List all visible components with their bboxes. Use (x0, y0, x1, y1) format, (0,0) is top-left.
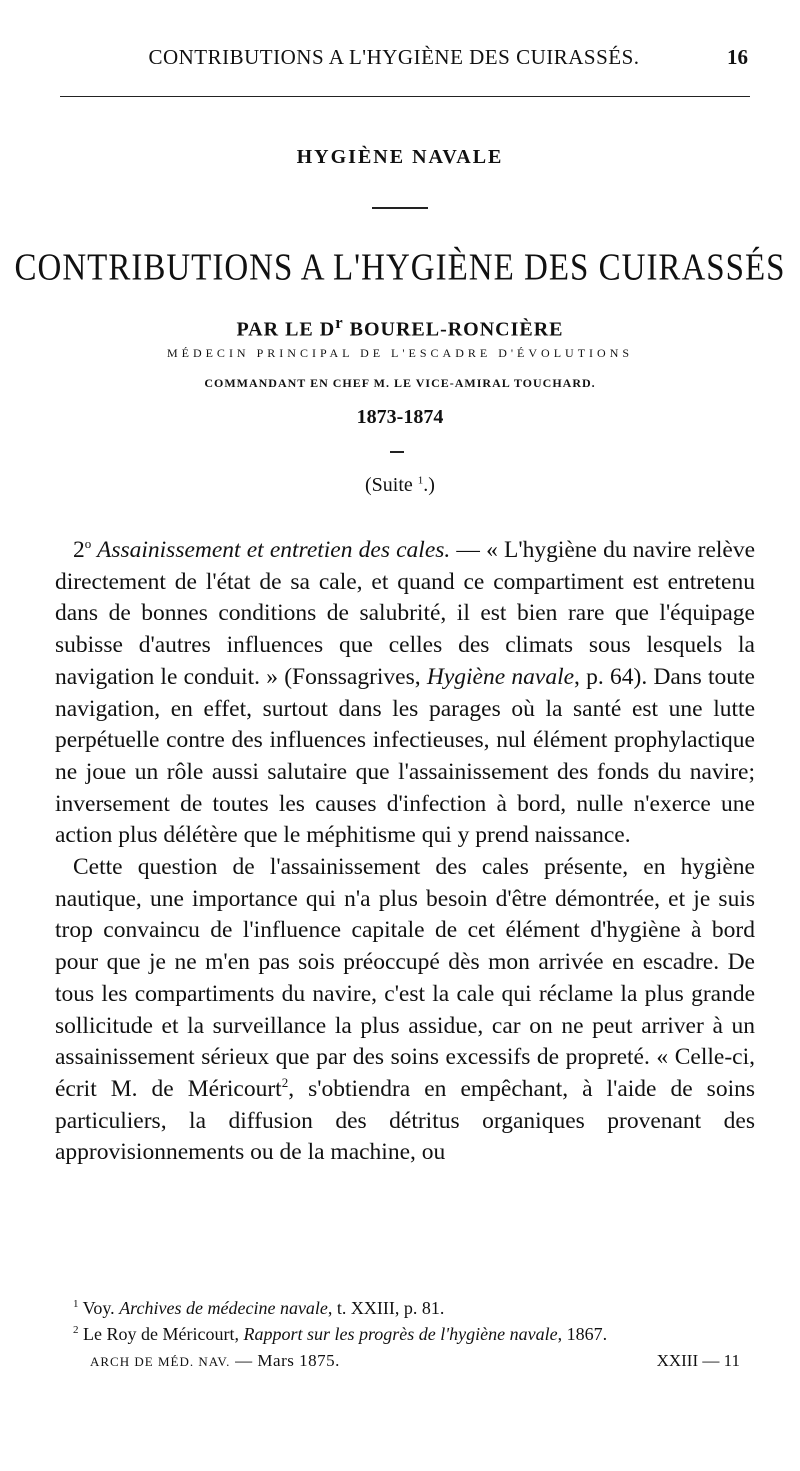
dash-separator (390, 451, 404, 453)
page-footer (90, 1351, 740, 1377)
subsection-heading: Assainissement et entretien des cales. (91, 537, 451, 563)
author-command: COMMANDANT EN CHEF M. LE VICE-AMIRAL TOUCHARD. (204, 376, 596, 390)
continued-open: (Suite (365, 474, 418, 496)
section-number-sup: o (84, 536, 92, 552)
continued-footnote-ref: 1 (417, 474, 424, 487)
footnotes (55, 1295, 755, 1347)
paragraph-text: , s'obtiendra en empêchant, à l'aide de soins particuliers, la diffusion des détritus organiques provenant des approvisionnements ou de la machine, ou (55, 1075, 755, 1166)
footer-volume: XXIII — 11 (656, 1351, 740, 1370)
footnote-text: Voy. (78, 1298, 120, 1318)
footnote (55, 1295, 755, 1321)
section-rule (372, 207, 428, 209)
footnote-text: , 1867. (557, 1324, 608, 1344)
footnote-italic: Rapport sur les progrès de l'hygiène navale (243, 1324, 558, 1344)
footnote-mark: 2 (73, 1324, 79, 1336)
footer-journal (90, 1351, 340, 1371)
footnote-text: , t. XXIII, p. 81. (327, 1298, 445, 1318)
citation-title: Hygiène navale (426, 663, 575, 690)
journal-abbrev: ARCH DE MÉD. NAV. (90, 1354, 231, 1369)
running-title: CONTRIBUTIONS A L'HYGIÈNE DES CUIRASSÉS. (148, 45, 640, 69)
paragraph-text: , p. 64). Dans toute navigation, en effet, surtout dans les parages où la santé est une lutte perpétuelle contre des influences infectieuses, nul élément prophylactique ne joue un rôle aussi salutaire que l'assainissement des fonds du navire; inversement de toutes les causes d'infection à bord, nulle n'exerce une action plus délétère que le méphitisme qui y prend naissance. (55, 663, 755, 849)
running-head (40, 45, 748, 77)
section-number: 2 (73, 537, 85, 563)
footnote-mark: 1 (73, 1298, 79, 1310)
footnote-text: Le Roy de Méricourt, (78, 1324, 244, 1344)
paragraph (55, 535, 755, 852)
author-role: MÉDECIN PRINCIPAL DE L'ESCADRE D'ÉVOLUTIONS (166, 346, 634, 360)
article-author (0, 313, 800, 342)
footnote-italic: Archives de médecine navale (119, 1298, 328, 1318)
author-name: BOUREL-RONCIÈRE (343, 318, 564, 341)
article-body (55, 535, 755, 1169)
paragraph-text: Cette question de l'assainissement des cales présente, en hygiène nautique, une importance qui n'a plus besoin d'être démontrée, et je suis trop convaincu de l'influence capitale de cet élément d'hygiène à bord pour que je ne m'en pas sois préoccupé dès mon arrivée en escadre. De tous les compartiments du navire, c'est la cale qui réclame la plus grande sollicitude et la surveillance la plus assidue, car on ne peut arriver à un assainissement sérieux que par des soins excessifs de propreté. « Celle-ci, écrit M. de Méricourt (55, 854, 755, 1102)
article-title: CONTRIBUTIONS A L'HYGIÈNE DES CUIRASSÉS (14, 247, 786, 289)
paragraph (55, 852, 755, 1169)
continued-close: .) (423, 474, 435, 496)
footnote (55, 1321, 755, 1347)
header-rule (60, 96, 750, 97)
section-title: HYGIÈNE NAVALE (296, 146, 504, 168)
issue-date: — Mars 1875. (230, 1351, 340, 1370)
page-number: 16 (727, 45, 748, 69)
author-title-sup: r (335, 313, 344, 332)
continued-note (0, 474, 800, 497)
footnote-ref: 2 (281, 1075, 289, 1091)
author-prefix: PAR LE D (236, 318, 336, 341)
article-years: 1873-1874 (356, 406, 444, 428)
paragraph-text: — « L'hygiène du navire relève directement de l'état de sa cale, et quand ce compartiment est entretenu dans de bonnes conditions de salubrité, il est bien rare que l'équipage subisse d'autres influences que celles des climats sous lesquels la navigation le conduit. » (Fonssagrives, (55, 537, 756, 690)
